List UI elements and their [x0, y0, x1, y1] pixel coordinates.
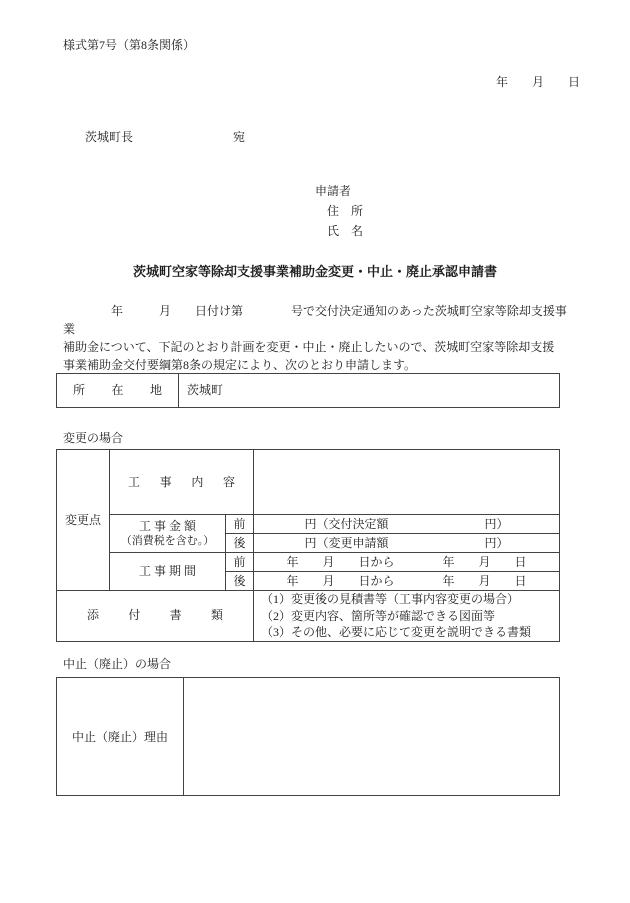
attachment-item-1: （1）変更後の見積書等（工事内容変更の場合） — [261, 592, 520, 606]
cancel-caption: 中止（廃止）の場合 — [63, 657, 172, 671]
applicant-label: 申請者 — [315, 184, 352, 198]
body-line-1: 年 月 日付け第 号で交付決定通知のあった茨城町空家等除却支援事業 — [63, 304, 567, 336]
work-content-label-cell: 工 事 内 容 — [110, 450, 254, 515]
addressee-name: 茨城町長 — [85, 130, 134, 144]
cancel-reason-label-cell: 中止（廃止）理由 — [57, 678, 184, 796]
work-period-label-cell: 工 事 期 間 — [110, 553, 226, 591]
work-amount-label: 工 事 金 額 — [138, 518, 196, 533]
period-before-value-cell: 年 月 日から 年 月 日 — [254, 553, 560, 572]
period-before-marker-cell: 前 — [226, 553, 254, 572]
date-line: 年 月 日 — [495, 75, 580, 89]
document-title: 茨城町空家等除却支援事業補助金変更・中止・廃止承認申請書 — [132, 264, 497, 279]
body-paragraph — [63, 302, 570, 374]
attachments-list-cell — [254, 591, 560, 642]
change-caption: 変更の場合 — [63, 431, 124, 445]
location-table — [56, 373, 560, 408]
attachment-item-3: （3）その他、必要に応じて変更を説明できる書類 — [261, 625, 532, 639]
change-group-label-cell: 変更点 — [57, 450, 110, 591]
name-label: 氏 名 — [327, 224, 364, 238]
body-line-3: 事業補助金交付要綱第8条の規定により、次のとおり申請します。 — [63, 358, 417, 372]
location-label-cell: 所 在 地 — [57, 374, 179, 408]
body-line-2: 補助金について、下記のとおり計画を変更・中止・廃止したいので、茨城町空家等除却支援 — [63, 340, 555, 354]
cancel-table — [56, 677, 560, 796]
period-after-marker-cell: 後 — [226, 572, 254, 591]
applicant-block — [315, 181, 363, 241]
period-after-value-cell: 年 月 日から 年 月 日 — [254, 572, 560, 591]
amount-after-value-cell: 円（変更申請額 円） — [254, 534, 560, 553]
work-content-value-cell — [254, 450, 560, 515]
work-amount-label-cell — [110, 515, 226, 553]
attachments-label-cell: 添 付 書 類 — [57, 591, 254, 642]
attachment-item-2: （2）変更内容、箇所等が確認できる図面等 — [261, 608, 496, 623]
amount-before-marker-cell: 前 — [226, 515, 254, 534]
cancel-reason-value-cell — [184, 678, 560, 796]
work-amount-note: （消費税を含む。） — [120, 534, 215, 547]
amount-after-marker-cell: 後 — [226, 534, 254, 553]
addressee-line — [85, 128, 245, 145]
location-value-cell: 茨城町 — [179, 374, 560, 408]
address-label: 住 所 — [327, 204, 364, 218]
amount-before-value-cell: 円（交付決定額 円） — [254, 515, 560, 534]
change-table — [56, 449, 560, 642]
form-number: 様式第7号（第8条関係） — [63, 38, 196, 52]
addressee-suffix: 宛 — [233, 130, 246, 144]
